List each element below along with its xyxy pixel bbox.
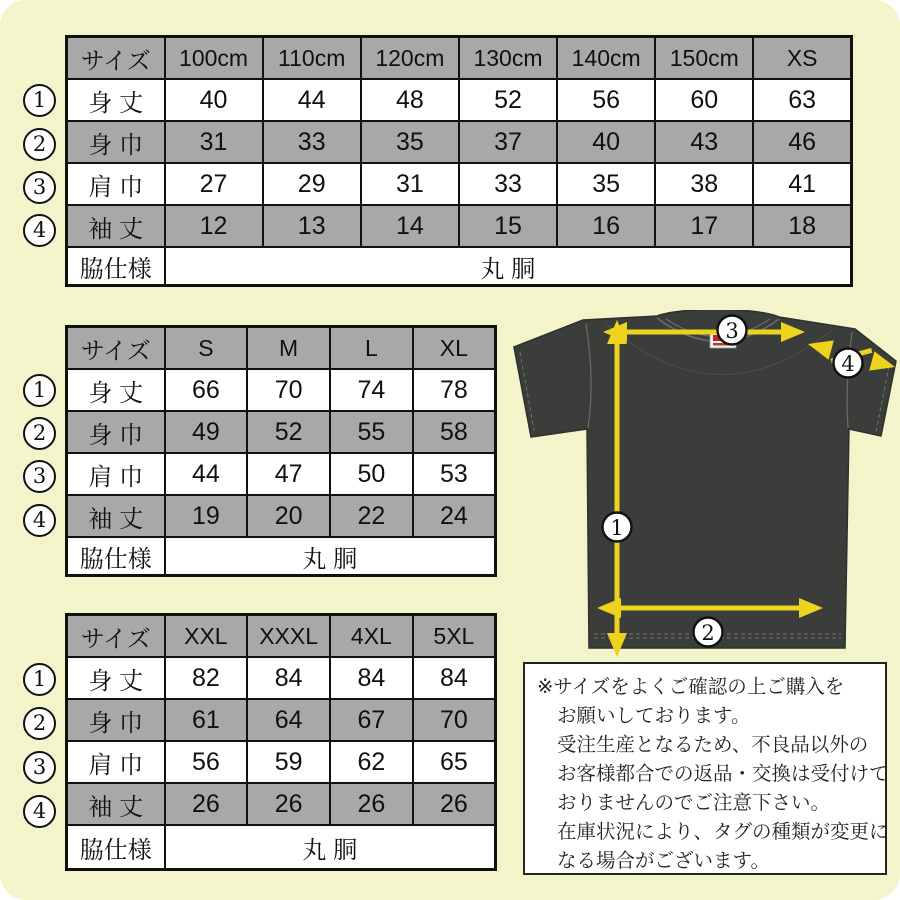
value-cell: 74 [330,369,413,411]
value-cell: 84 [330,657,413,699]
label-cell: 袖 丈 [67,205,165,247]
value-cell: 63 [753,79,851,121]
header-cell: XXXL [247,615,330,658]
value-cell: 35 [361,121,459,163]
label-cell: 肩 巾 [67,741,165,783]
value-cell: 19 [165,495,248,537]
table-row [67,783,496,825]
value-cell: 丸 胴 [165,247,852,286]
note-line: なる場合がございます。 [557,850,770,872]
table-footer-row [67,537,496,576]
table-row [67,495,496,537]
svg-text:1: 1 [610,516,624,540]
value-cell: 14 [361,205,459,247]
row-marker-2: 2 [23,417,56,450]
value-cell: 44 [263,79,361,121]
value-cell: 41 [753,163,851,205]
value-cell: 31 [361,163,459,205]
table-row [67,121,852,163]
value-cell: 67 [330,699,413,741]
value-cell: 52 [247,411,330,453]
header-cell: XL [413,327,496,370]
diagram-marker-1 [603,513,632,542]
row-marker-4: 4 [23,504,56,537]
label-cell: 脇仕様 [67,247,165,286]
value-cell: 62 [330,741,413,783]
value-cell: 16 [557,205,655,247]
row-marker-3: 3 [23,171,56,204]
value-cell: 26 [165,783,248,825]
value-cell: 31 [165,121,263,163]
label-cell: 身 巾 [67,699,165,741]
value-cell: 56 [165,741,248,783]
row-marker-1: 1 [23,84,56,117]
header-cell: サイズ [67,37,165,80]
value-cell: 26 [413,783,496,825]
value-cell: 18 [753,205,851,247]
value-cell: 44 [165,453,248,495]
value-cell: 24 [413,495,496,537]
value-cell: 46 [753,121,851,163]
value-cell: 70 [247,369,330,411]
value-cell: 33 [459,163,557,205]
value-cell: 33 [263,121,361,163]
size-table-xxl-5xl [65,613,497,871]
value-cell: 84 [247,657,330,699]
header-cell: S [165,327,248,370]
value-cell: 15 [459,205,557,247]
label-cell: 袖 丈 [67,495,165,537]
value-cell: 27 [165,163,263,205]
table-header-row [67,327,496,370]
note-line: おりませんのでご注意下さい。 [557,792,831,814]
value-cell: 58 [413,411,496,453]
value-cell: 66 [165,369,248,411]
table-header-row [67,615,496,658]
note-line: ※サイズをよくご確認の上ご購入を [537,676,845,698]
value-cell: 26 [247,783,330,825]
header-cell: 120cm [361,37,459,80]
table-row [67,741,496,783]
header-cell: 140cm [557,37,655,80]
diagram-marker-4 [834,349,863,378]
svg-text:2: 2 [701,621,715,645]
value-cell: 37 [459,121,557,163]
value-cell: 12 [165,205,263,247]
table-row [67,205,852,247]
header-cell: 130cm [459,37,557,80]
label-cell: 脇仕様 [67,825,165,870]
value-cell: 13 [263,205,361,247]
label-cell: 身 巾 [67,411,165,453]
size-table-s-xl [65,325,497,577]
row-marker-2: 2 [23,707,56,740]
label-cell: 身 丈 [67,369,165,411]
row-marker-1: 1 [23,663,56,696]
tshirt-measurement-diagram [510,310,900,660]
table-footer-row [67,247,852,286]
table-row [67,163,852,205]
value-cell: 64 [247,699,330,741]
svg-text:4: 4 [841,352,855,376]
table-row [67,657,496,699]
label-cell: 身 丈 [67,657,165,699]
header-cell: サイズ [67,327,165,370]
label-cell: 身 巾 [67,121,165,163]
value-cell: 35 [557,163,655,205]
value-cell: 60 [655,79,753,121]
row-marker-4: 4 [23,214,56,247]
header-cell: XS [753,37,851,80]
purchase-note-box [523,662,887,875]
value-cell: 38 [655,163,753,205]
value-cell: 丸 胴 [165,825,496,870]
table-row [67,369,496,411]
value-cell: 55 [330,411,413,453]
value-cell: 65 [413,741,496,783]
row-marker-3: 3 [23,460,56,493]
header-cell: 150cm [655,37,753,80]
value-cell: 40 [557,121,655,163]
value-cell: 48 [361,79,459,121]
value-cell: 59 [247,741,330,783]
value-cell: 43 [655,121,753,163]
label-cell: 身 丈 [67,79,165,121]
label-cell: 肩 巾 [67,163,165,205]
header-cell: サイズ [67,615,165,658]
value-cell: 20 [247,495,330,537]
value-cell: 47 [247,453,330,495]
table-footer-row [67,825,496,870]
label-cell: 肩 巾 [67,453,165,495]
value-cell: 29 [263,163,361,205]
value-cell: 26 [330,783,413,825]
value-cell: 53 [413,453,496,495]
header-cell: M [247,327,330,370]
header-cell: 5XL [413,615,496,658]
table-row [67,453,496,495]
value-cell: 84 [413,657,496,699]
note-line: 在庫状況により、タグの種類が変更に [557,821,889,843]
header-cell: XXL [165,615,248,658]
header-cell: 110cm [263,37,361,80]
value-cell: 17 [655,205,753,247]
value-cell: 70 [413,699,496,741]
note-line: お願いしております。 [557,705,751,727]
diagram-marker-3 [718,316,747,345]
value-cell: 40 [165,79,263,121]
table-row [67,699,496,741]
value-cell: 丸 胴 [165,537,496,576]
row-marker-2: 2 [23,128,56,161]
value-cell: 56 [557,79,655,121]
label-cell: 脇仕様 [67,537,165,576]
value-cell: 49 [165,411,248,453]
header-cell: 4XL [330,615,413,658]
row-marker-1: 1 [23,374,56,407]
value-cell: 22 [330,495,413,537]
header-cell: 100cm [165,37,263,80]
value-cell: 52 [459,79,557,121]
value-cell: 50 [330,453,413,495]
svg-text:3: 3 [725,319,739,343]
label-cell: 袖 丈 [67,783,165,825]
row-marker-3: 3 [23,751,56,784]
diagram-marker-2 [694,618,723,647]
table-row [67,411,496,453]
header-cell: L [330,327,413,370]
table-header-row [67,37,852,80]
value-cell: 78 [413,369,496,411]
value-cell: 82 [165,657,248,699]
row-marker-4: 4 [23,795,56,828]
note-line: お客様都合での返品・交換は受付けて [557,763,889,785]
size-table-kids-xs [65,35,853,287]
table-row [67,79,852,121]
note-line: 受注生産となるため、不良品以外の [557,734,869,756]
tshirt-illustration [510,310,900,660]
value-cell: 61 [165,699,248,741]
